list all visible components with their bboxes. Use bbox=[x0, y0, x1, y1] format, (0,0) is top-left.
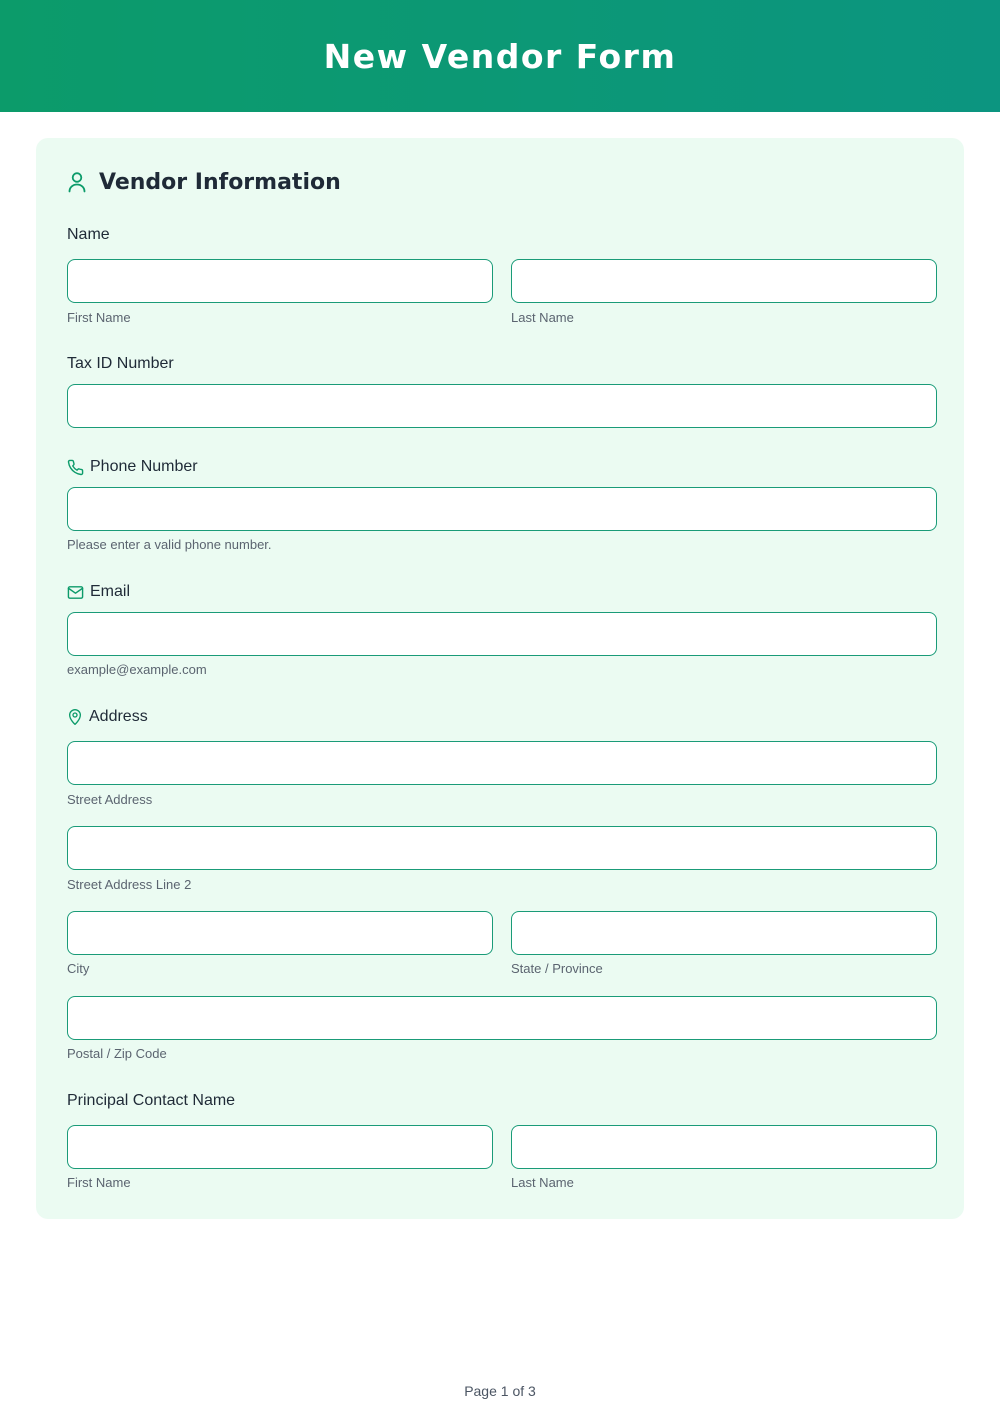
mail-icon bbox=[67, 585, 84, 600]
section-title: Vendor Information bbox=[99, 169, 341, 195]
email-label bbox=[67, 582, 130, 602]
phone-input[interactable] bbox=[67, 487, 937, 531]
last-name-sublabel: Last Name bbox=[511, 310, 574, 325]
postal-code-input[interactable] bbox=[67, 996, 937, 1040]
last-name-input[interactable] bbox=[511, 259, 937, 303]
city-input[interactable] bbox=[67, 911, 493, 955]
postal-code-sublabel: Postal / Zip Code bbox=[67, 1046, 167, 1061]
tax-id-label: Tax ID Number bbox=[67, 355, 174, 372]
phone-label bbox=[67, 457, 198, 477]
email-hint: example@example.com bbox=[67, 662, 207, 677]
email-input[interactable] bbox=[67, 612, 937, 656]
phone-icon bbox=[67, 459, 84, 476]
principal-first-name-input[interactable] bbox=[67, 1125, 493, 1169]
state-province-input[interactable] bbox=[511, 911, 937, 955]
form-title: New Vendor Form bbox=[323, 36, 677, 76]
principal-contact-label: Principal Contact Name bbox=[67, 1092, 236, 1109]
city-sublabel: City bbox=[67, 961, 90, 976]
name-label: Name bbox=[67, 226, 110, 243]
phone-label-text: Phone Number bbox=[90, 458, 198, 475]
principal-last-name-input[interactable] bbox=[511, 1125, 937, 1169]
page-indicator: Page 1 of 3 bbox=[464, 1383, 536, 1399]
first-name-sublabel: First Name bbox=[67, 310, 131, 325]
email-label-text: Email bbox=[90, 583, 131, 600]
map-pin-icon bbox=[67, 708, 83, 726]
street-address-line2-input[interactable] bbox=[67, 826, 937, 870]
form-header bbox=[0, 0, 1000, 112]
address-label bbox=[67, 707, 148, 727]
first-name-input[interactable] bbox=[67, 259, 493, 303]
user-icon bbox=[67, 171, 87, 193]
phone-hint: Please enter a valid phone number. bbox=[67, 537, 272, 552]
street-address-input[interactable] bbox=[67, 741, 937, 785]
street-address-line2-sublabel: Street Address Line 2 bbox=[67, 877, 192, 892]
address-label-text: Address bbox=[89, 708, 148, 725]
state-province-sublabel: State / Province bbox=[511, 961, 603, 976]
principal-first-name-sublabel: First Name bbox=[67, 1175, 131, 1190]
section-header bbox=[67, 167, 341, 197]
street-address-sublabel: Street Address bbox=[67, 792, 153, 807]
principal-last-name-sublabel: Last Name bbox=[511, 1175, 574, 1190]
tax-id-input[interactable] bbox=[67, 384, 937, 428]
